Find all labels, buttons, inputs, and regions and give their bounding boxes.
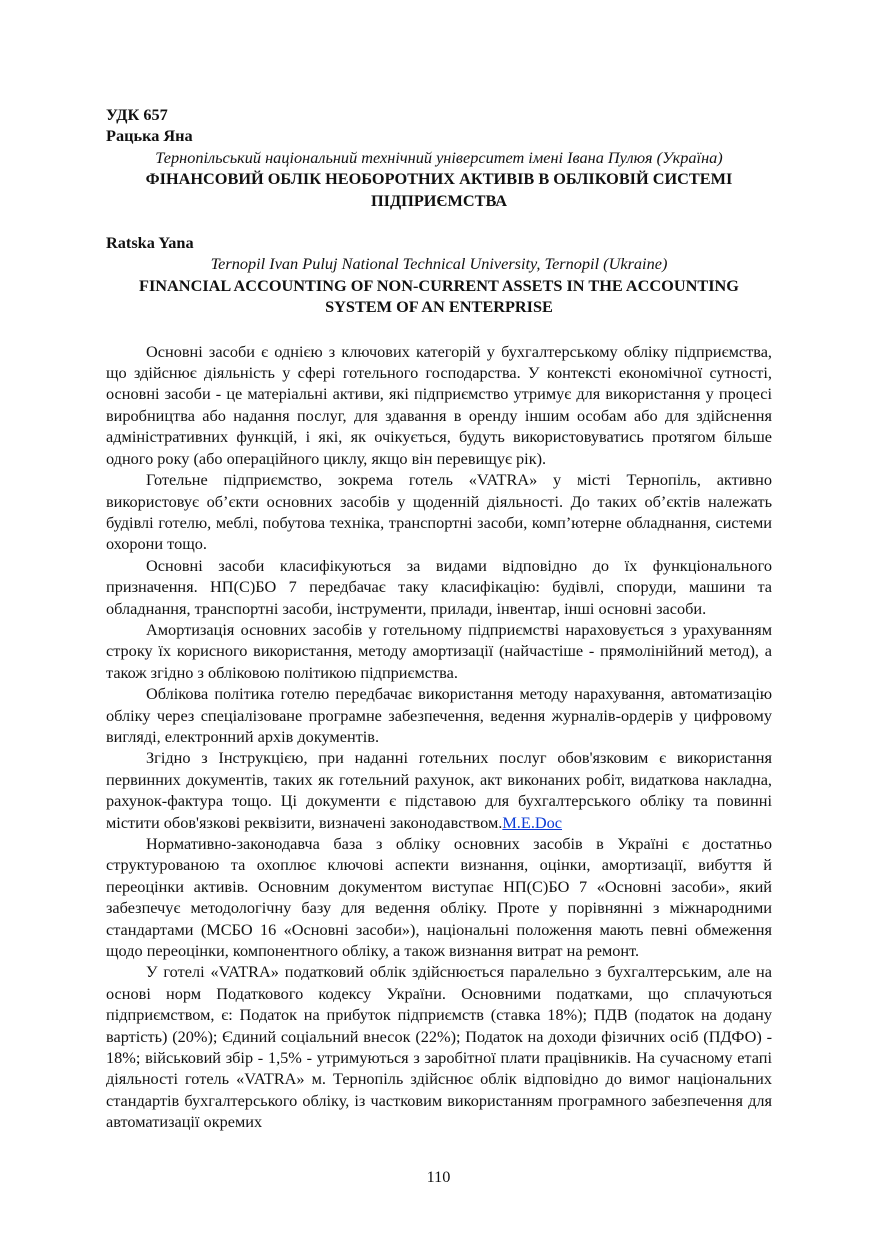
paragraph-7: Нормативно-законодавча база з обліку основних засобів в Україні є достатньо структурованою та охоплює ключові аспекти визнання, оцінки, амортизації, вибуття й переоцінки активів. Основним документом виступає НП(С)БО 7 «Основні засоби», який забезпечує методологічну базу для ведення обліку. Проте у порівнянні з міжнародними стандартами (МСБО 16 «Основні засоби»), національні положення мають певні обмеження щодо переоцінки, компонентного обліку, а також визнання витрат на ремонт. xyxy=(106,834,772,961)
title-en: FINANCIAL ACCOUNTING OF NON-CURRENT ASSETS IN THE ACCOUNTING SYSTEM OF AN ENTERPRISE xyxy=(139,275,739,317)
paragraph-1: Основні засоби є однією з ключових категорій у бухгалтерському обліку підприємства, що здійснює діяльність у сфері готельного господарства. У контексті економічної сутності, основні засоби - це матеріальні активи, які підприємство утримує для використання у процесі виробництва або надання послуг, для здавання в оренду іншим особам або для здійснення адміністративних функцій, і які, як очікується, будуть використовуватись протягом більше одного року (або операційного циклу, якщо він перевищує рік). xyxy=(106,341,772,468)
paragraph-3: Основні засоби класифікуються за видами відповідно до їх функціонального призначення. НП(С)БО 7 передбачає таку класифікацію: будівлі, споруди, машини та обладнання, транспортні засоби, інструменти, прилади, інвентар, інші основні засоби. xyxy=(106,555,772,618)
udk-code: УДК 657 xyxy=(106,105,168,124)
affiliation-ua: Тернопільський національний технічний університет імені Івана Пулюя (Україна) xyxy=(155,147,723,167)
paragraph-8: У готелі «VATRA» податковий облік здійснюється паралельно з бухгалтерським, але на основі норм Податкового кодексу України. Основними податками, що сплачуються підприємством, є: Податок на прибуток підприємств (ставка 18%); ПДВ (податок на додану вартість) (20%); Єдиний соціальний внесок (22%); Податок на доходи фізичних осіб (ПДФО) - 18%; військовий збір - 1,5% - утримуються з заробітної плати працівників. На сучасному етапі діяльності готель «VATRA» м. Тернопіль здійснює облік відповідно до вимог національних стандартів бухгалтерського обліку, із частковим використанням програмного забезпечення для автоматизації окремих xyxy=(106,962,772,1132)
author-ua: Рацька Яна xyxy=(106,126,193,146)
paragraph-5: Облікова політика готелю передбачає використання методу нарахування, автоматизацію обліку через спеціалізоване програмне забезпечення, ведення журналів-ордерів у цифровому вигляді, електронний архів документів. xyxy=(106,684,772,746)
affiliation-en: Ternopil Ivan Puluj National Technical University, Ternopil (Ukraine) xyxy=(210,254,668,274)
paragraph-4: Амортизація основних засобів у готельному підприємстві нараховується з урахуванням строку їх корисного використання, методу амортизації (найчастіше - прямолінійний метод), а також згідно з обліковою політикою підприємства. xyxy=(106,619,772,682)
medoc-link[interactable]: M.E.Doc xyxy=(502,812,563,832)
paragraph-6-text: Згідно з Інструкцією, при наданні готельних послуг обов'язковим є використання первинних документів, таких як готельний рахунок, акт виконаних робіт, видаткова накладна, рахунок-фактура тощо. Ці документи є підставою для бухгалтерського обліку та повинні містити обов'язкові реквізити, визначені законодавством. xyxy=(106,748,772,832)
author-en: Ratska Yana xyxy=(106,233,194,253)
page-number: 110 xyxy=(426,1167,451,1186)
paragraph-2: Готельне підприємство, зокрема готель «VATRA» у місті Тернопіль, активно використовує об’єкти основних засобів у щоденній діяльності. До таких об’єктів належать будівлі готелю, меблі, побутова техніка, транспортні засоби, комп’ютерне обладнання, системи охорони тощо. xyxy=(106,470,772,554)
page-content xyxy=(106,104,772,1133)
title-ua: ФІНАНСОВИЙ ОБЛІК НЕОБОРОТНИХ АКТИВІВ В ОБЛІКОВІЙ СИСТЕМІ ПІДПРИЄМСТВА xyxy=(145,169,733,210)
paragraph-6 xyxy=(106,747,772,833)
